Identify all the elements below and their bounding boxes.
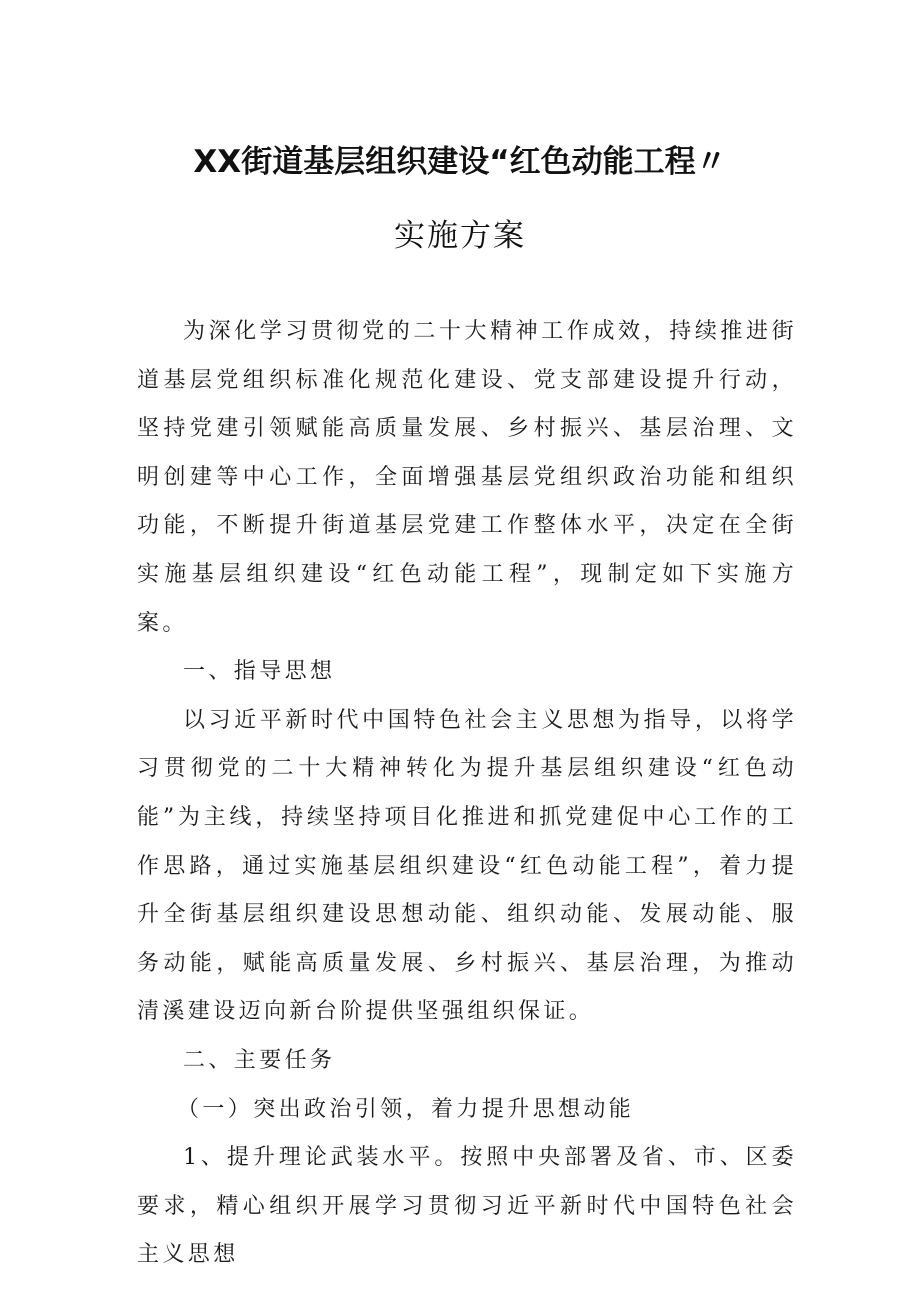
document-title-line-1: XX街道基层组织建设“红色动能工程〃 — [193, 144, 727, 180]
section-1-paragraph: 以习近平新时代中国特色社会主义思想为指导，以将学习贯彻党的二十大精神转化为提升基层组织建设“红色动能”为主线，持续坚持项目化推进和抓党建促中心工作的工作思路，通过实施基层组织建设“红色动能工程”，着力提升全街基层组织建设思想动能、组织动能、发展动能、服务动能，赋能高质量发展、乡村振兴、基层治理，为推动清溪建设迈向新台阶提供坚强组织保证。 — [137, 707, 797, 1025]
section-1-heading: 一、指导思想 — [183, 659, 336, 685]
intro-paragraph: 为深化学习贯彻党的二十大精神工作成效，持续推进街道基层党组织标准化规范化建设、党支部建设提升行动，坚持党建引领赋能高质量发展、乡村振兴、基层治理、文明创建等中心工作，全面增强基层党组织政治功能和组织功能，不断提升街道基层党建工作整体水平，决定在全街实施基层组织建设“红色动能工程”，现制定如下实施方案。 — [137, 319, 797, 636]
subsection-1-heading: （一）突出政治引领，着力提升思想动能 — [177, 1096, 635, 1122]
item-1-paragraph: 1、提升理论武装水平。按照中央部署及省、市、区委要求，精心组织开展学习贯彻习近平新时代中国特色社会主义思想 — [137, 1145, 797, 1268]
document-title-line-2: 实施方案 — [394, 218, 526, 254]
document-body — [137, 308, 797, 1280]
section-2-heading: 二、主要任务 — [183, 1047, 336, 1073]
